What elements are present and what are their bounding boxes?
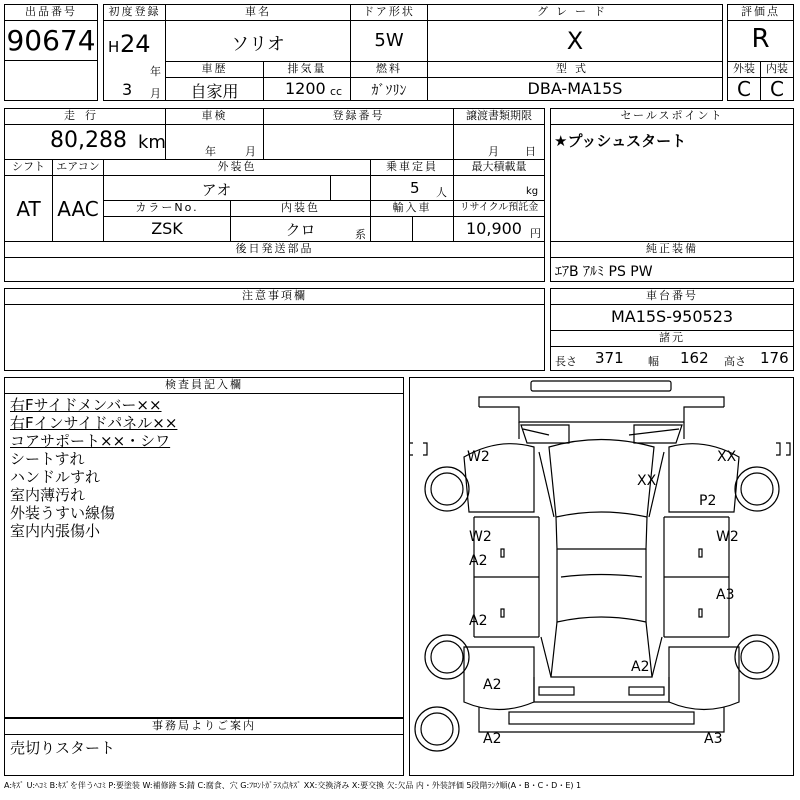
genuine-value: ｴｱB ｱﾙﾐ PS PW (555, 264, 653, 280)
inspection-year-unit: 年 (205, 145, 216, 158)
car-name-value: ソリオ (231, 34, 285, 55)
max-load-label: 最大積載量 (453, 159, 545, 176)
inspector-line: 右Fサイドメンバー×× (10, 396, 162, 414)
recycle-unit: 円 (530, 227, 541, 240)
inspector-line: 外装うすい線傷 (10, 504, 116, 522)
ext-color-value: アオ (201, 181, 232, 199)
inspector-label: 検査員記入欄 (4, 377, 404, 394)
caution-label: 注意事項欄 (4, 288, 545, 305)
mark-a3-rear-bumper-right: A3 (704, 731, 723, 747)
chassis-value: MA15S-950523 (610, 307, 734, 326)
fuel-label: 燃料 (350, 61, 428, 78)
mark-a2-rear-bumper-left: A2 (483, 731, 502, 747)
interior-score-label: 内装 (760, 61, 794, 78)
inspector-line: シートすれ (10, 450, 85, 468)
model-label: 型式 (427, 61, 723, 78)
first-reg-era: H (108, 38, 120, 56)
legend: A:ｷｽﾞ U:ﾍｺﾐ B:ｷｽﾞを伴うﾍｺﾐ P:要塗装 W:補修跡 S:錆 C:腐食、穴 G:ﾌﾛﾝﾄｶﾞﾗｽ点ｷｽﾞ XX:交換済み X:要交換 欠:欠品 内・外装評価 5段階ﾗﾝｸ順(A・B・C・D・E) 1 (4, 781, 582, 790)
mark-xx-front-right: XX (717, 449, 737, 465)
capacity-label: 乗車定員 (370, 159, 454, 176)
score-label: 評価点 (727, 4, 794, 21)
interior-score-value: C (770, 77, 784, 101)
inspection-month-unit: 月 (245, 145, 256, 158)
office-label: 事務局よりご案内 (4, 718, 404, 735)
caution-box (4, 304, 545, 371)
first-reg-year-unit: 年 (150, 65, 161, 78)
capacity-unit: 人 (436, 186, 447, 199)
lot-divider (4, 60, 98, 61)
color-no-label: カラーNo. (103, 200, 231, 217)
transfer-month-unit: 月 (488, 145, 499, 158)
lot-label: 出品番号 (4, 4, 98, 21)
displacement-value: 1200 (285, 79, 326, 98)
office-value: 売切りスタート (10, 739, 116, 757)
model-value: DBA-MA15S (527, 79, 623, 98)
dims-label: 諸元 (550, 330, 794, 347)
history-label: 車歴 (165, 61, 264, 78)
import-split (412, 216, 454, 242)
mark-a3-rear-door-right: A3 (716, 587, 735, 603)
dims-length-value: 371 (595, 349, 624, 367)
import-label: 輸入車 (370, 200, 454, 217)
score-value: R (751, 24, 770, 54)
ext-color-label: 外装色 (103, 159, 371, 176)
capacity-value: 5 (410, 179, 420, 197)
aircon-label: エアコン (52, 159, 104, 176)
sales-point-label: セールスポイント (550, 108, 794, 125)
car-diagram (409, 377, 794, 776)
mileage-value: 80,288 (50, 128, 127, 153)
mark-a2-front-door-left: A2 (469, 553, 488, 569)
first-reg-month-unit: 月 (150, 87, 161, 100)
inspector-line: コアサポート××・シワ (10, 432, 171, 450)
car-name-label: 車名 (165, 4, 351, 21)
shift-label: シフト (4, 159, 53, 176)
max-load-unit: kg (526, 186, 539, 197)
mark-a2-rear-door-left: A2 (469, 613, 488, 629)
mark-w2-front-door-left: W2 (469, 529, 492, 545)
door-value: 5W (374, 30, 404, 51)
genuine-label: 純正装備 (550, 241, 794, 258)
dims-length-label: 長さ (555, 355, 577, 368)
exterior-score-value: C (737, 77, 751, 101)
aircon-value: AAC (57, 197, 99, 221)
recycle-label: リサイクル預託金 (453, 200, 545, 217)
mark-a2-roof-rear: A2 (631, 659, 650, 675)
fuel-value: ｶﾞｿﾘﾝ (371, 83, 407, 99)
inspector-line: 室内薄汚れ (10, 486, 86, 504)
mileage-label: 走行 (4, 108, 166, 125)
first-reg-month: 3 (122, 80, 133, 99)
recycle-value: 10,900 (466, 219, 522, 238)
mark-p2-front-right: P2 (699, 493, 717, 509)
lot-number: 90674 (6, 24, 96, 57)
mark-w2-front-door-right: W2 (716, 529, 739, 545)
dims-width-value: 162 (680, 349, 709, 367)
displacement-label: 排気量 (263, 61, 351, 78)
history-value: 自家用 (190, 82, 239, 101)
exterior-score-label: 外装 (727, 61, 761, 78)
dims-width-label: 幅 (648, 355, 659, 368)
inspector-line: ハンドルすれ (10, 468, 101, 486)
inspector-line: 室内内張傷小 (10, 522, 101, 540)
sales-point-value: ★プッシュスタート (554, 132, 687, 150)
dims-height-label: 高さ (724, 355, 746, 368)
later-parts-label: 後日発送部品 (4, 241, 545, 258)
int-color-label: 内装色 (230, 200, 371, 217)
inspector-line: 右Fインサイドパネル×× (10, 414, 178, 432)
door-label: ドア形状 (350, 4, 428, 21)
mileage-unit: km (138, 132, 166, 153)
reg-no-label: 登録番号 (263, 108, 454, 125)
later-parts-box (4, 257, 545, 282)
reg-no-box (263, 124, 454, 160)
mark-xx-hood: XX (637, 473, 657, 489)
displacement-unit: cc (330, 85, 343, 98)
int-color-value: クロ (285, 221, 316, 239)
shift-value: AT (16, 197, 41, 221)
int-color-unit: 系 (355, 228, 366, 241)
transfer-day-unit: 日 (525, 145, 536, 158)
grade-label: グレード (427, 4, 723, 21)
mark-a2-rear-left: A2 (483, 677, 502, 693)
transfer-label: 譲渡書類期限 (453, 108, 545, 125)
color-no-value: ZSK (151, 219, 183, 238)
dims-height-value: 176 (760, 349, 789, 367)
dims-box (550, 346, 794, 371)
inspection-label: 車検 (165, 108, 264, 125)
chassis-label: 車台番号 (550, 288, 794, 305)
mark-w2-front-left: W2 (467, 449, 490, 465)
ext-color-split (330, 175, 371, 201)
grade-value: X (566, 27, 584, 55)
first-reg-label: 初度登録 (103, 4, 166, 21)
inspector-lines (10, 396, 177, 540)
first-reg-year: 24 (120, 30, 151, 58)
